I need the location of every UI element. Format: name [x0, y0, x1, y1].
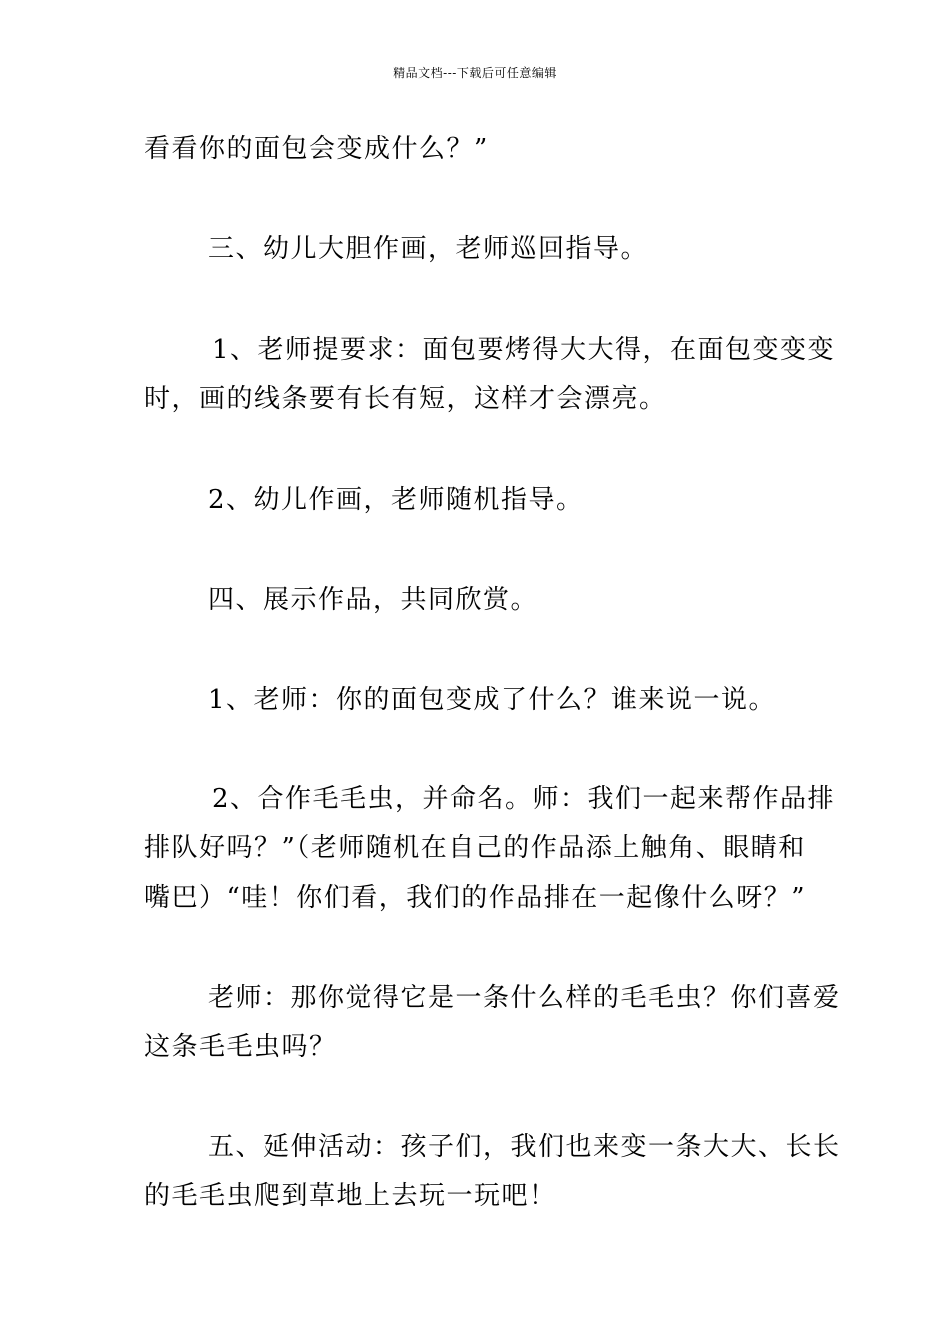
page-header: 精品文档---下载后可任意编辑	[393, 66, 557, 80]
section-heading-3: 三、幼儿大胆作画，老师巡回指导。	[208, 234, 649, 264]
paragraph-line: 2、合作毛毛虫，并命名。师：我们一起来帮作品排	[212, 784, 836, 814]
paragraph-line: 1、老师：你的面包变成了什么？谁来说一说。	[208, 685, 777, 715]
paragraph-line: 嘴巴）“哇！你们看，我们的作品排在一起像什么呀？”	[144, 883, 807, 913]
paragraph-line: 这条毛毛虫吗？	[144, 1032, 337, 1062]
section-heading-4: 四、展示作品，共同欣赏。	[208, 585, 539, 615]
paragraph-line: 老师：那你觉得它是一条什么样的毛毛虫？你们喜爱	[208, 983, 841, 1013]
paragraph-line: 时，画的线条要有长有短，这样才会漂亮。	[144, 384, 667, 414]
paragraph-line: 排队好吗？”（老师随机在自己的作品添上触角、眼睛和	[144, 833, 806, 863]
paragraph-line: 看看你的面包会变成什么？”	[144, 134, 489, 164]
paragraph-line: 1、老师提要求：面包要烤得大大得，在面包变变变	[212, 335, 836, 365]
paragraph-line: 的毛毛虫爬到草地上去玩一玩吧！	[144, 1181, 557, 1211]
paragraph-line: 2、幼儿作画，老师随机指导。	[208, 485, 584, 515]
section-heading-5: 五、延伸活动：孩子们，我们也来变一条大大、长长	[208, 1132, 841, 1162]
